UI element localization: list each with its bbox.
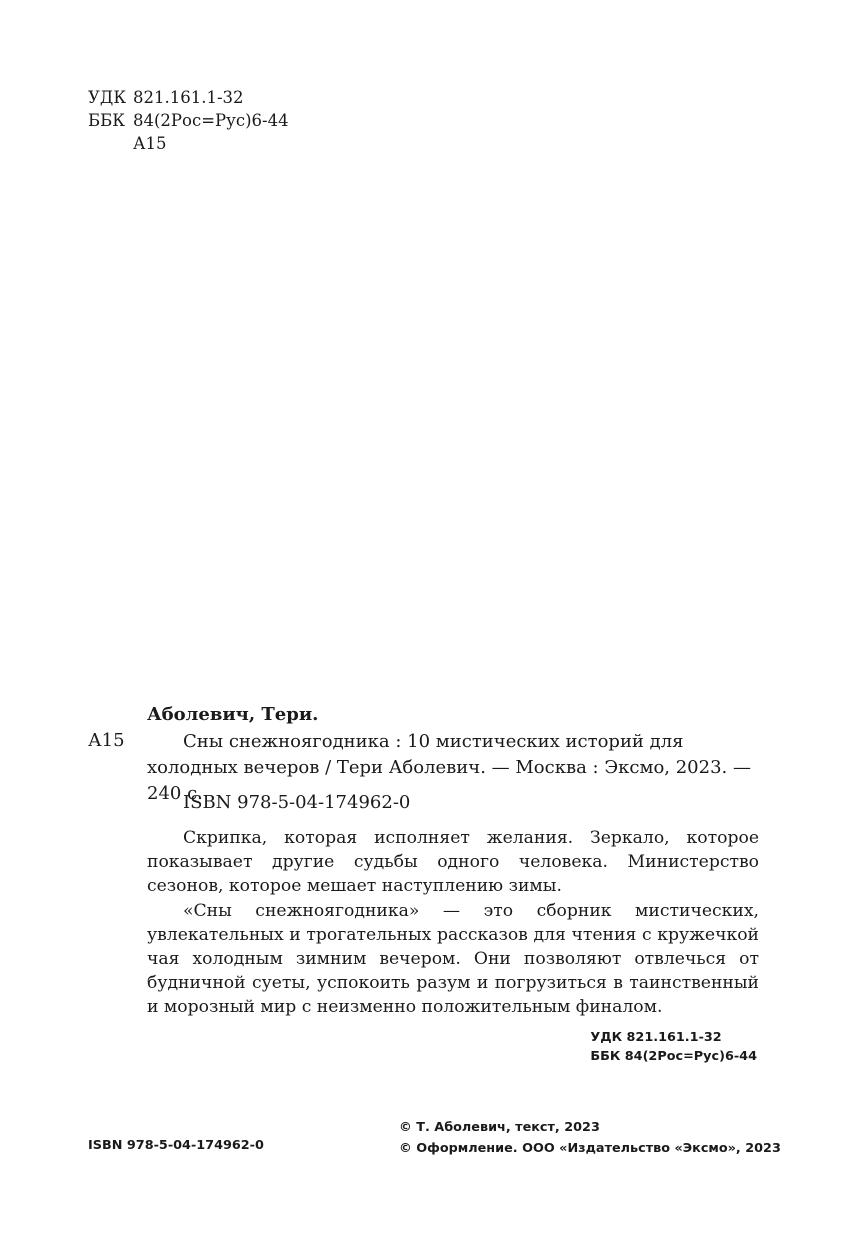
udk-value: 821.161.1-32: [133, 88, 244, 107]
copyright-block: [399, 1117, 781, 1159]
udk-row: [88, 86, 289, 109]
udk-footer: УДК 821.161.1-32: [590, 1030, 722, 1045]
author-heading: Аболевич, Тери.: [147, 704, 319, 725]
classification-header: [88, 86, 289, 155]
udk-label: УДК: [88, 88, 127, 107]
annotation: [147, 826, 759, 1020]
copyright-design: © Оформление. ООО «Издательство «Эксмо», 2023: [399, 1141, 781, 1156]
bbk-footer: ББК 84(2Рос=Рус)6-44: [590, 1049, 757, 1064]
annotation-paragraph-2: «Сны снежноягодника» — это сборник мистических, увлекательных и трогательных рассказов для чтения с кружечкой чая холодным зимним вечером. Они позволяют отвлечься от будничной суеты, успокоить разум и погрузиться в таинственный и морозный мир с неизменно положительным финалом.: [147, 900, 759, 1018]
author-mark: А15: [133, 134, 167, 153]
annotation-paragraph-1: Скрипка, которая исполняет желания. Зеркало, которое показывает другие судьбы одного человека. Министерство сезонов, которое мешает наступлению зимы.: [147, 828, 759, 897]
bbk-label: ББК: [88, 111, 126, 130]
copyright-text: © Т. Аболевич, текст, 2023: [399, 1120, 600, 1135]
isbn-footer: ISBN 978-5-04-174962-0: [88, 1138, 264, 1153]
bbk-value: 84(2Рос=Рус)6-44: [133, 111, 289, 130]
isbn-record: ISBN 978-5-04-174962-0: [183, 792, 411, 813]
bibliographic-description: Сны снежноягодника : 10 мистических историй для холодных вечеров / Тери Аболевич. — Москва : Эксмо, 2023. — 240 с.: [147, 731, 751, 804]
classification-footer: [590, 1028, 757, 1066]
bbk-row: [88, 109, 289, 132]
author-mark-code: А15: [88, 730, 125, 751]
